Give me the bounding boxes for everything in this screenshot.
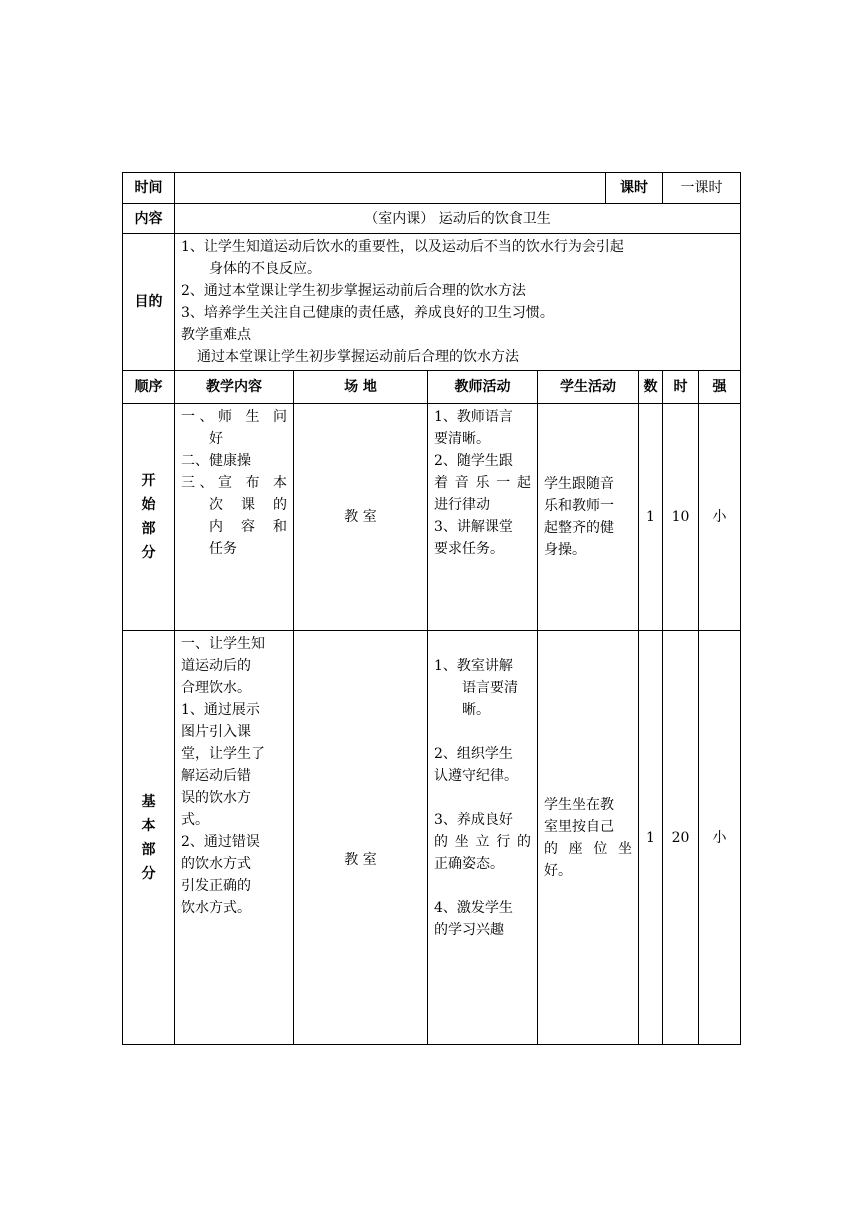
venue: 教 室 [294,631,428,1045]
teacher-line: 3、讲解课堂 [434,519,513,535]
key-points-label: 教学重难点 [181,327,251,343]
content-line: 的饮水方式 [181,856,251,872]
intensity: 小 [699,631,741,1045]
teacher-line: 认遵守纪律。 [434,768,518,784]
key-points-value: 通过本堂课让学生初步掌握运动前后合理的饮水方法 [197,349,519,365]
content-line: 三、宣 布 本 [181,475,287,491]
content-line: 道运动后的 [181,658,251,674]
content-line: 图片引入课 [181,724,251,740]
student-line: 身操。 [544,542,586,558]
section-title [123,631,175,1045]
student-line: 的 座 位 坐 [544,840,632,857]
content-line: 二、健康操 [181,453,251,469]
section-char: 基 [141,793,156,810]
student-line: 学生跟随音 [544,476,614,492]
content-line: 内 容 和 [209,519,287,535]
teacher-line: 要清晰。 [434,431,490,447]
content-label: 内容 [123,204,175,234]
venue: 教 室 [294,404,428,631]
teacher-line: 1、教室讲解 [434,658,513,674]
column-header-row [123,371,741,404]
teacher-line: 晰。 [462,702,490,718]
content-line: 好 [209,431,223,447]
teacher-line: 4、激发学生 [434,900,513,916]
teacher-line: 着音乐一起 [434,475,531,491]
period-label: 课时 [606,173,663,204]
teacher-line: 2、组织学生 [434,746,513,762]
goal-2: 2、通过本堂课让学生初步掌握运动前后合理的饮水方法 [181,283,526,299]
goal-1b: 身体的不良反应。 [209,261,321,277]
col-venue: 场 地 [294,371,428,404]
teacher-line: 2、随学生跟 [434,453,513,469]
student-activity [538,404,639,631]
teacher-line: 3、养成良好 [434,812,513,828]
content-line: 引发正确的 [181,878,251,894]
table-row [123,404,741,631]
student-line: 乐和教师一 [544,498,614,514]
teacher-line: 语言要清 [462,680,518,696]
content-line: 解运动后错 [181,768,251,784]
col-intensity: 强 [699,371,741,404]
student-line: 好。 [544,862,572,879]
count: 1 [639,404,663,631]
intensity: 小 [699,404,741,631]
teacher-line: 的学习兴趣 [434,922,504,938]
teacher-line: 的坐立行的 [434,834,531,850]
teacher-line: 进行律动 [434,497,490,513]
section-char: 始 [141,497,156,513]
goals-text [175,234,741,371]
teacher-activity [428,404,538,631]
table-row [123,631,741,1045]
col-content: 教学内容 [175,371,294,404]
content-line: 次 课 的 [209,497,287,513]
content-line: 一、让学生知 [181,636,265,652]
content-line: 一、师 生 问 [181,409,287,425]
col-time: 时 [663,371,699,404]
student-line: 室里按自己 [544,818,614,835]
goals-row [123,234,741,371]
content-line: 堂，让学生了 [181,746,265,762]
col-count: 数 [639,371,663,404]
student-line: 学生坐在教 [544,796,614,813]
content-line: 2、通过错误 [181,834,260,850]
time-value [175,173,606,204]
content-line: 合理饮水。 [181,680,251,696]
section-title [123,404,175,631]
teaching-content [175,404,294,631]
teacher-line: 要求任务。 [434,541,504,557]
goal-3: 3、培养学生关注自己健康的责任感，养成良好的卫生习惯。 [181,305,554,321]
time: 10 [663,404,699,631]
section-char: 分 [141,865,156,882]
goal-1a: 1、让学生知道运动后饮水的重要性，以及运动后不当的饮水行为会引起 [181,239,624,255]
time: 20 [663,631,699,1045]
content-line: 饮水方式。 [181,900,251,916]
teaching-content [175,631,294,1045]
content-line: 任务 [209,541,237,557]
col-order: 顺序 [123,371,175,404]
content-line: 式。 [181,812,209,828]
period-value: 一课时 [663,173,741,204]
col-teacher: 教师活动 [428,371,538,404]
col-student: 学生活动 [538,371,639,404]
section-char: 本 [141,817,156,834]
time-row [123,173,741,204]
content-line: 1、通过展示 [181,702,260,718]
content-line: 误的饮水方 [181,790,251,806]
student-activity [538,631,639,1045]
time-label: 时间 [123,173,175,204]
teacher-line: 1、教师语言 [434,409,513,425]
lesson-plan-table [122,172,741,1045]
section-char: 分 [141,545,156,561]
section-char: 部 [141,521,156,537]
content-row [123,204,741,234]
student-line: 起整齐的健 [544,520,614,536]
section-char: 部 [141,841,156,858]
goals-label: 目的 [123,234,175,371]
content-value: （室内课） 运动后的饮食卫生 [175,204,741,234]
section-char: 开 [141,473,156,489]
teacher-activity [428,631,538,1045]
teacher-line: 正确姿态。 [434,856,504,872]
count: 1 [639,631,663,1045]
